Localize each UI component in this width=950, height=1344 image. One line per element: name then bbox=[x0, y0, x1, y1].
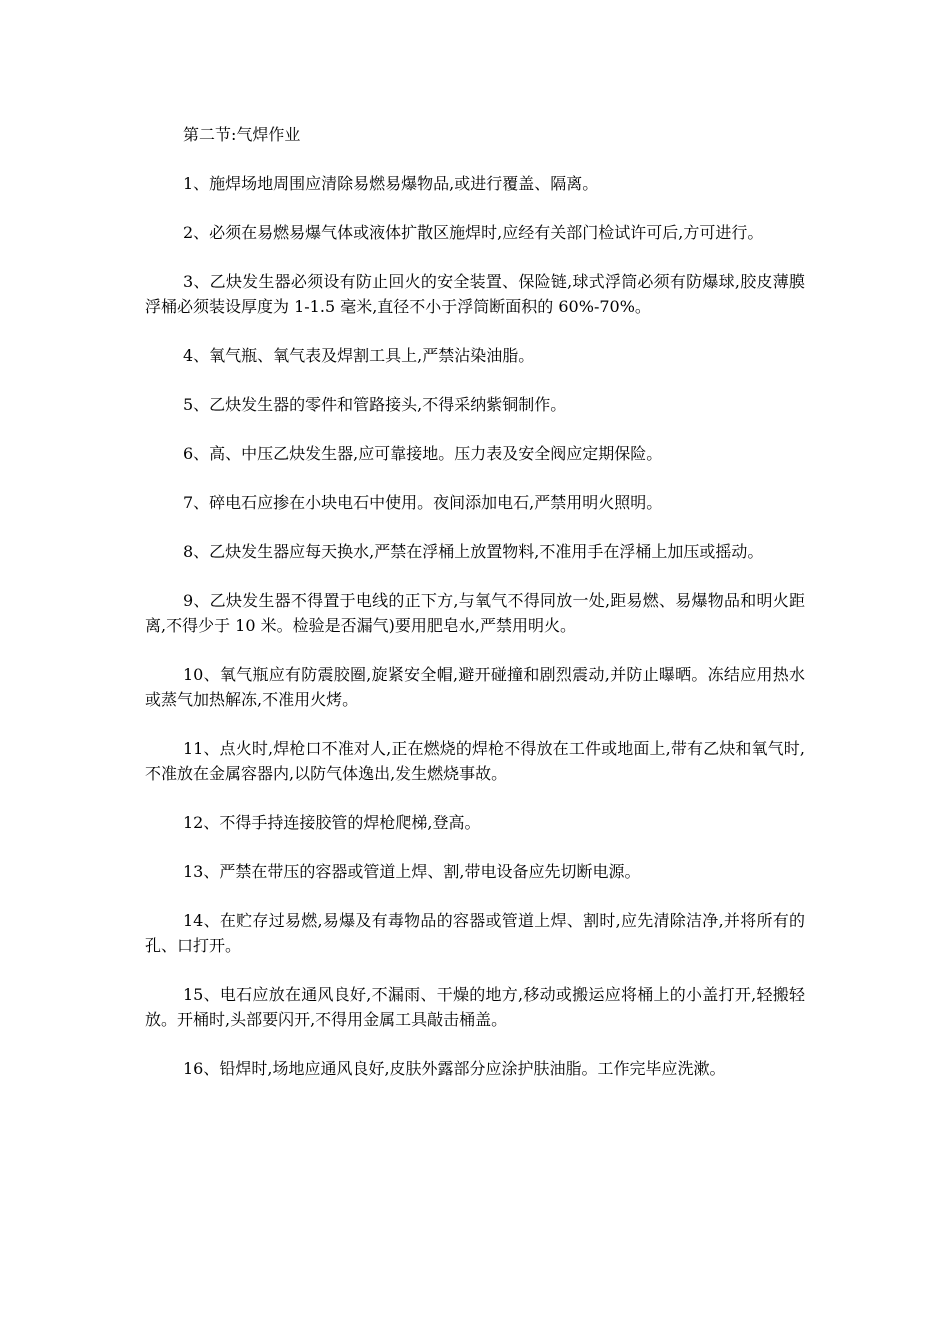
rule-item-1: 1、施焊场地周围应清除易燃易爆物品,或进行覆盖、隔离。 bbox=[183, 174, 599, 193]
rule-item-15: 15、电石应放在通风良好,不漏雨、干燥的地方,移动或搬运应将桶上的小盖打开,轻搬轻放。开桶时,头部要闪开,不得用金属工具敲击桶盖。 bbox=[145, 985, 805, 1029]
rule-item-12: 12、不得手持连接胶管的焊枪爬梯,登高。 bbox=[183, 813, 481, 832]
rule-item-4: 4、氧气瓶、氧气表及焊割工具上,严禁沾染油脂。 bbox=[183, 346, 535, 365]
rule-item-3: 3、乙炔发生器必须设有防止回火的安全装置、保险链,球式浮筒必须有防爆球,胶皮薄膜浮桶必须装设厚度为 1-1.5 毫米,直径不小于浮筒断面积的 60%-70%。 bbox=[145, 272, 805, 316]
rule-item-9: 9、乙炔发生器不得置于电线的正下方,与氧气不得同放一处,距易燃、易爆物品和明火距离,不得少于 10 米。检验是否漏气)要用肥皂水,严禁用明火。 bbox=[145, 591, 805, 635]
rule-item-13: 13、严禁在带压的容器或管道上焊、割,带电设备应先切断电源。 bbox=[183, 862, 641, 881]
rule-item-10: 10、氧气瓶应有防震胶圈,旋紧安全帽,避开碰撞和剧烈震动,并防止曝晒。冻结应用热水或蒸气加热解冻,不准用火烤。 bbox=[145, 665, 805, 709]
rule-item-8: 8、乙炔发生器应每天换水,严禁在浮桶上放置物料,不准用手在浮桶上加压或摇动。 bbox=[183, 542, 764, 561]
rule-item-6: 6、高、中压乙炔发生器,应可靠接地。压力表及安全阀应定期保险。 bbox=[183, 444, 663, 463]
rule-item-5: 5、乙炔发生器的零件和管路接头,不得采纳紫铜制作。 bbox=[183, 395, 567, 414]
rule-item-11: 11、点火时,焊枪口不准对人,正在燃烧的焊枪不得放在工件或地面上,带有乙炔和氧气时,不准放在金属容器内,以防气体逸出,发生燃烧事故。 bbox=[145, 739, 805, 783]
rule-item-16: 16、铅焊时,场地应通风良好,皮肤外露部分应涂护肤油脂。工作完毕应洗漱。 bbox=[183, 1059, 726, 1078]
document-page bbox=[145, 122, 805, 1105]
section-title: 第二节:气焊作业 bbox=[183, 125, 301, 144]
rule-item-2: 2、必须在易燃易爆气体或液体扩散区施焊时,应经有关部门检试许可后,方可进行。 bbox=[183, 223, 764, 242]
rule-item-7: 7、碎电石应掺在小块电石中使用。夜间添加电石,严禁用明火照明。 bbox=[183, 493, 663, 512]
rule-item-14: 14、在贮存过易燃,易爆及有毒物品的容器或管道上焊、割时,应先清除洁净,并将所有的孔、口打开。 bbox=[145, 911, 805, 955]
